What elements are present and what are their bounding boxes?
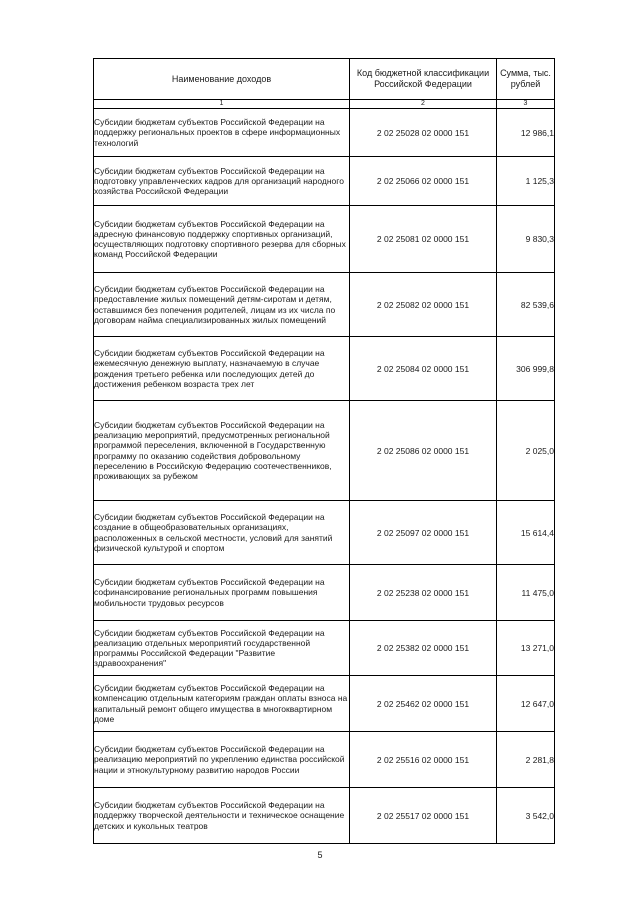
header-name: Наименование доходов (94, 59, 350, 100)
row-name: Субсидии бюджетам субъектов Российской Федерации на компенсацию отдельным категориям граждан оплаты взноса на капитальный ремонт общего имущества в многоквартирном доме (94, 676, 350, 732)
row-code: 2 02 25238 02 0000 151 (350, 565, 497, 621)
row-name: Субсидии бюджетам субъектов Российской Федерации на софинансирование региональных программ повышения мобильности трудовых ресурсов (94, 565, 350, 621)
row-sum: 3 542,0 (497, 788, 555, 844)
row-name: Субсидии бюджетам субъектов Российской Федерации на реализацию отдельных мероприятий государственной программы Российской Федерации "Развитие здравоохранения" (94, 621, 350, 676)
column-number: 2 (350, 100, 497, 109)
table-row (94, 401, 555, 501)
table-row (94, 732, 555, 788)
row-code: 2 02 25084 02 0000 151 (350, 337, 497, 401)
table-body (94, 109, 555, 844)
row-sum: 12 647,0 (497, 676, 555, 732)
table-header-row (94, 59, 555, 100)
row-sum: 9 830,3 (497, 206, 555, 273)
page-number: 5 (317, 850, 323, 860)
row-name: Субсидии бюджетам субъектов Российской Федерации на адресную финансовую поддержку спортивных организаций, осуществляющих подготовку спортивного резерва для сборных команд Российской Федерации (94, 206, 350, 273)
row-code: 2 02 25081 02 0000 151 (350, 206, 497, 273)
table-row (94, 206, 555, 273)
table-row (94, 337, 555, 401)
table-row (94, 157, 555, 206)
row-code: 2 02 25086 02 0000 151 (350, 401, 497, 501)
table-row (94, 788, 555, 844)
row-sum: 12 986,1 (497, 109, 555, 157)
row-sum: 2 281,8 (497, 732, 555, 788)
row-name: Субсидии бюджетам субъектов Российской Федерации на предоставление жилых помещений детям-сиротам и детям, оставшимся без попечения родителей, лицам из их числа по договорам найма специализированных жилых помещений (94, 273, 350, 337)
table-row (94, 565, 555, 621)
table-row (94, 109, 555, 157)
table-row (94, 676, 555, 732)
row-sum: 11 475,0 (497, 565, 555, 621)
row-code: 2 02 25516 02 0000 151 (350, 732, 497, 788)
row-sum: 1 125,3 (497, 157, 555, 206)
row-name: Субсидии бюджетам субъектов Российской Федерации на реализацию мероприятий, предусмотренных региональной программой переселения, включенной в Государственную программу по оказанию содействия добровольному переселению в Российскую Федерацию соотечественников, проживающих за рубежом (94, 401, 350, 501)
column-number-row (94, 100, 555, 109)
table-row (94, 501, 555, 565)
header-code: Код бюджетной классификации Российской Федерации (350, 59, 497, 100)
row-name: Субсидии бюджетам субъектов Российской Федерации на реализацию мероприятий по укреплению единства российской нации и этнокультурному развитию народов России (94, 732, 350, 788)
header-sum: Сумма, тыс. рублей (497, 59, 555, 100)
table-row (94, 273, 555, 337)
row-code: 2 02 25066 02 0000 151 (350, 157, 497, 206)
row-sum: 13 271,0 (497, 621, 555, 676)
table-row (94, 621, 555, 676)
row-sum: 82 539,6 (497, 273, 555, 337)
row-code: 2 02 25517 02 0000 151 (350, 788, 497, 844)
row-code: 2 02 25097 02 0000 151 (350, 501, 497, 565)
row-sum: 15 614,4 (497, 501, 555, 565)
row-name: Субсидии бюджетам субъектов Российской Федерации на ежемесячную денежную выплату, назначаемую в случае рождения третьего ребенка или последующих детей до достижения ребенком возраста трех лет (94, 337, 350, 401)
column-number: 3 (497, 100, 555, 109)
row-sum: 306 999,8 (497, 337, 555, 401)
row-code: 2 02 25462 02 0000 151 (350, 676, 497, 732)
row-code: 2 02 25028 02 0000 151 (350, 109, 497, 157)
row-name: Субсидии бюджетам субъектов Российской Федерации на создание в общеобразовательных организациях, расположенных в сельской местности, условий для занятий физической культурой и спортом (94, 501, 350, 565)
column-number: 1 (94, 100, 350, 109)
row-name: Субсидии бюджетам субъектов Российской Федерации на подготовку управленческих кадров для организаций народного хозяйства Российской Федерации (94, 157, 350, 206)
row-name: Субсидии бюджетам субъектов Российской Федерации на поддержку творческой деятельности и техническое оснащение детских и кукольных театров (94, 788, 350, 844)
row-code: 2 02 25082 02 0000 151 (350, 273, 497, 337)
revenue-table (93, 58, 555, 844)
row-name: Субсидии бюджетам субъектов Российской Федерации на поддержку региональных проектов в сфере информационных технологий (94, 109, 350, 157)
row-sum: 2 025,0 (497, 401, 555, 501)
row-code: 2 02 25382 02 0000 151 (350, 621, 497, 676)
